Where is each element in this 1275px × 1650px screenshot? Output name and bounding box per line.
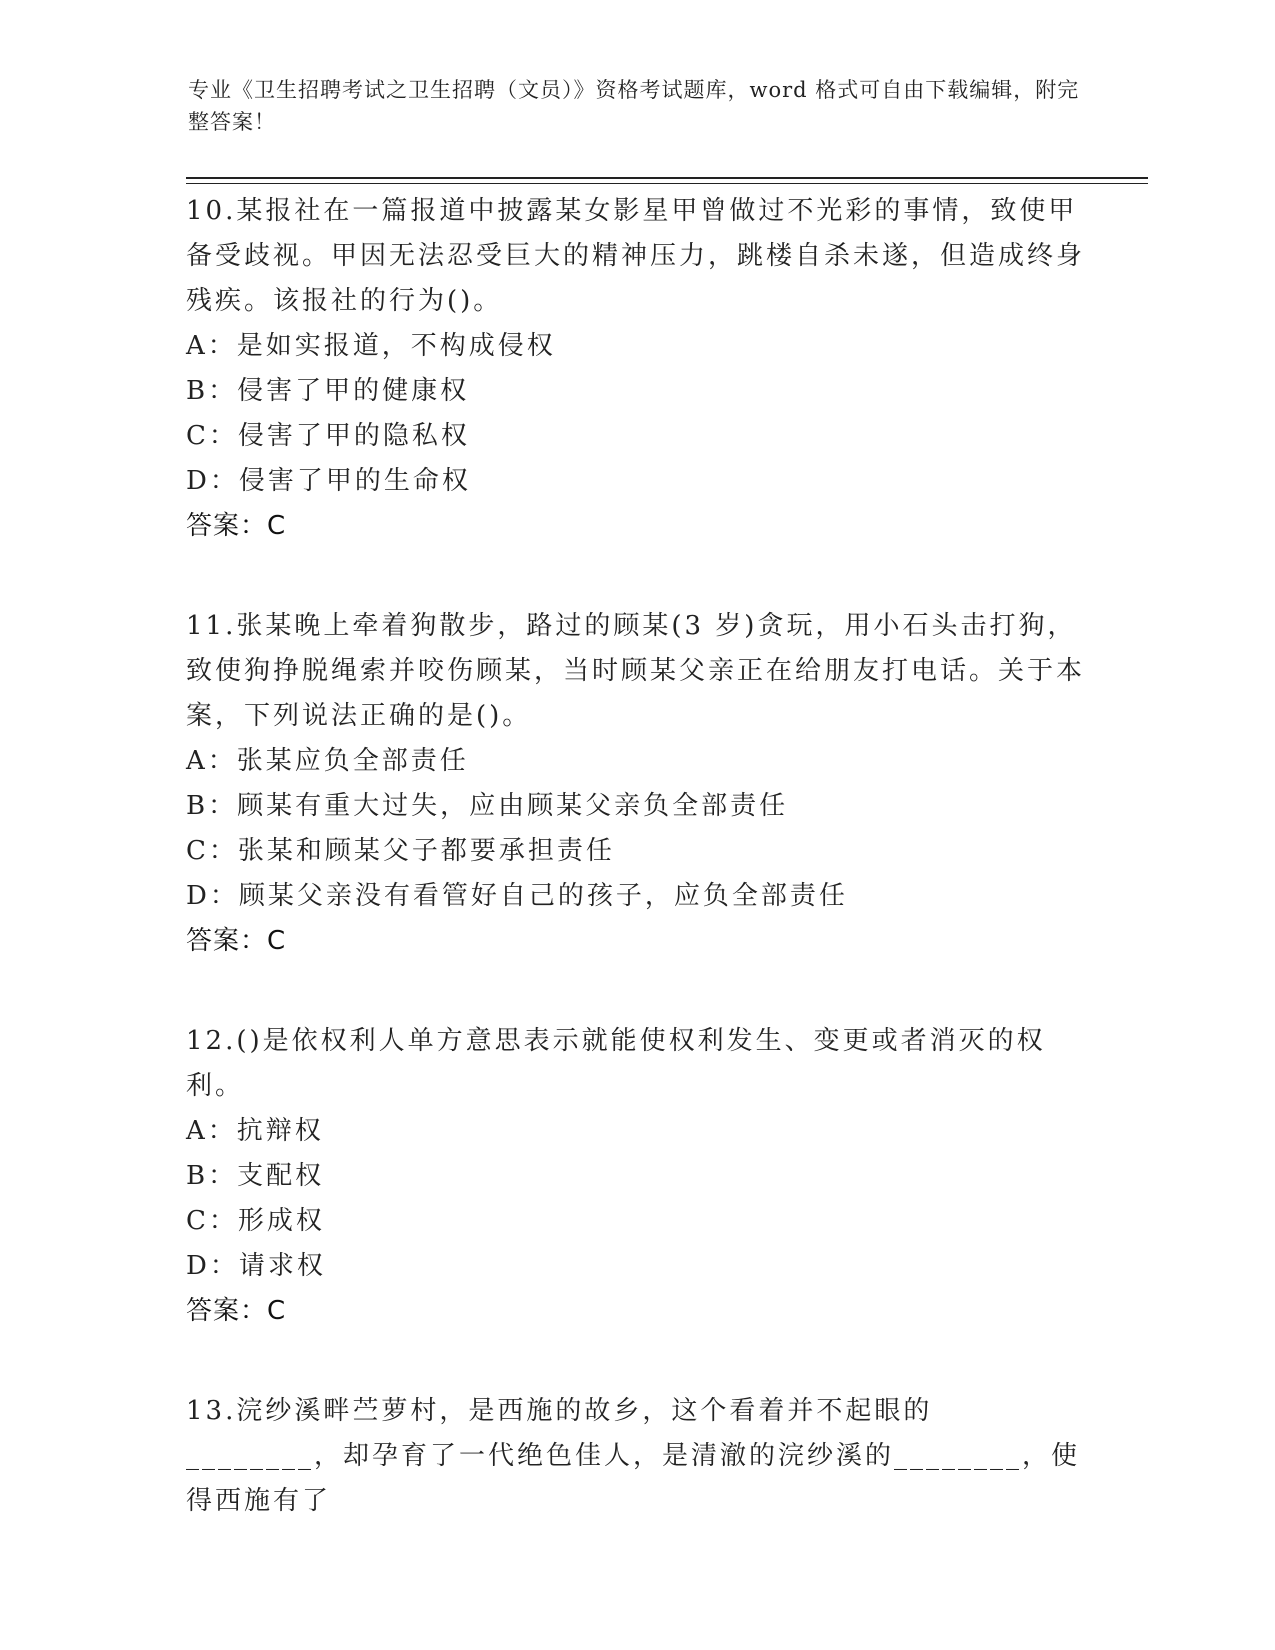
question-12	[186, 1019, 1086, 1334]
option-a: A：张某应负全部责任	[186, 746, 469, 776]
question-list	[186, 189, 1086, 1579]
option-d: D：侵害了甲的生命权	[186, 466, 471, 496]
option-c: C：形成权	[186, 1206, 325, 1236]
option-c: C：张某和顾某父子都要承担责任	[186, 836, 615, 866]
document-header: 专业《卫生招聘考试之卫生招聘（文员）》资格考试题库，word 格式可自由下载编辑，附完整答案！	[188, 78, 1080, 134]
option-a: A：抗辩权	[186, 1116, 324, 1146]
answer: 答案：C	[186, 1296, 287, 1326]
option-c: C：侵害了甲的隐私权	[186, 421, 470, 451]
question-10	[186, 189, 1086, 549]
option-a: A：是如实报道，不构成侵权	[186, 331, 556, 361]
option-d: D：请求权	[186, 1251, 326, 1281]
header-rule-thick	[186, 177, 1148, 179]
question-stem: 11.张某晚上牵着狗散步，路过的顾某(3 岁)贪玩，用小石头击打狗，致使狗挣脱绳索并咬伤顾某，当时顾某父亲正在给朋友打电话。关于本案，下列说法正确的是()。	[186, 611, 1086, 731]
question-stem: 13.浣纱溪畔苎萝村，是西施的故乡，这个看着并不起眼的________，却孕育了一代绝色佳人，是清澈的浣纱溪的________，使得西施有了	[186, 1396, 1081, 1516]
answer: 答案：C	[186, 926, 287, 956]
question-13	[186, 1389, 1086, 1524]
question-stem: 12.()是依权利人单方意思表示就能使权利发生、变更或者消灭的权利。	[186, 1026, 1046, 1101]
answer: 答案：C	[186, 511, 287, 541]
option-b: B：支配权	[186, 1161, 325, 1191]
option-b: B：侵害了甲的健康权	[186, 376, 470, 406]
option-b: B：顾某有重大过失，应由顾某父亲负全部责任	[186, 791, 789, 821]
option-d: D：顾某父亲没有看管好自己的孩子，应负全部责任	[186, 881, 848, 911]
question-11	[186, 604, 1086, 964]
question-stem: 10.某报社在一篇报道中披露某女影星甲曾做过不光彩的事情，致使甲备受歧视。甲因无法忍受巨大的精神压力，跳楼自杀未遂，但造成终身残疾。该报社的行为()。	[186, 196, 1086, 316]
header-rule-thin	[186, 183, 1148, 184]
